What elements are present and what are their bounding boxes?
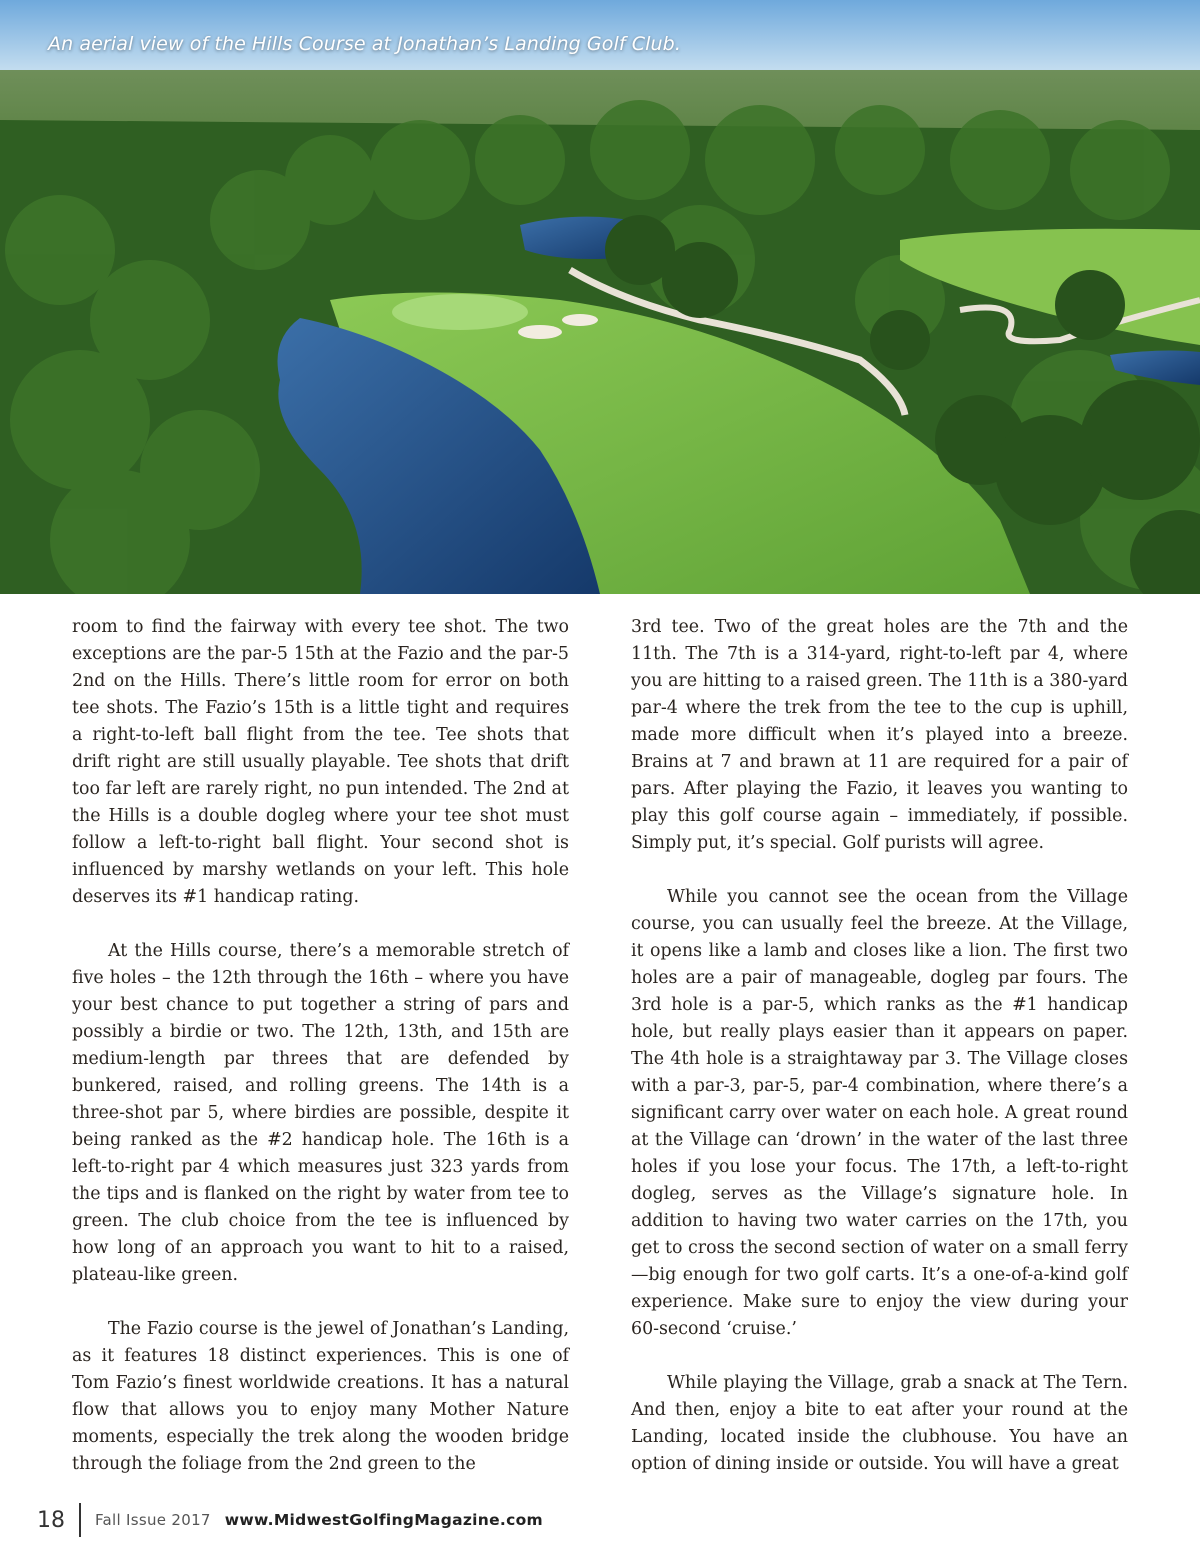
footer-divider: [79, 1503, 81, 1537]
issue-label: Fall Issue 2017: [95, 1511, 211, 1529]
page-footer: [37, 1500, 543, 1540]
page-number: 18: [37, 1507, 65, 1533]
paragraph: The Fazio course is the jewel of Jonathan’s Landing, as it features 18 distinct experiences. This is one of Tom Fazio’s finest worldwide creations. It has a natural flow that allows you to enjoy many Mother Nature moments, especially the trek along the wooden bridge through the foliage from the 2nd green to the: [72, 1319, 569, 1474]
bunker: [518, 325, 562, 339]
golf-course-aerial-image: [0, 0, 1200, 594]
photo-caption: An aerial view of the Hills Course at Jonathan’s Landing Golf Club.: [48, 33, 681, 55]
paragraph: While you cannot see the ocean from the Village course, you can usually feel the breeze. At the Village, it opens like a lamb and closes like a lion. The first two holes are a pair of manageable, dogleg par fours. The 3rd hole is a par-5, which ranks as the #1 handicap hole, but really plays easier than it appears on paper. The 4th hole is a straightaway par 3. The Village closes with a par-3, par-5, par-4 combination, where there’s a significant carry over water on each hole. A great round at the Village can ‘drown’ in the water of the last three holes if you lose your focus. The 17th, a left-to-right dogleg, serves as the Village’s signature hole. In addition to having two water carries on the 17th, you get to cross the second section of water on a small ferry—big enough for two golf carts. It’s a one-of-a-kind golf experience. Make sure to enjoy the view during your 60-second ‘cruise.’: [631, 887, 1128, 1339]
bunker: [562, 314, 598, 326]
paragraph: While playing the Village, grab a snack at The Tern. And then, enjoy a bite to eat after your round at the Landing, located inside the clubhouse. You have an option of dining inside or outside. You will have a great: [631, 1373, 1128, 1474]
putting-green: [392, 294, 528, 330]
website-link[interactable]: www.MidwestGolfingMagazine.com: [224, 1511, 544, 1529]
paragraph: room to find the fairway with every tee shot. The two exceptions are the par-5 15th at the Fazio and the par-5 2nd on the Hills. There’s little room for error on both tee shots. The Fazio’s 15th is a little tight and requires a right-to-left ball flight from the tee. Tee shots that drift right are still usually playable. Tee shots that drift too far left are rarely right, no pun intended. The 2nd at the Hills is a double dogleg where your tee shot must follow a left-to-right ball flight. Your second shot is influenced by marshy wetlands on your left. This hole deserves its #1 handicap rating.: [72, 617, 569, 907]
article-column-left: [72, 614, 569, 1478]
paragraph: At the Hills course, there’s a memorable stretch of five holes – the 12th through the 16th – where you have your best chance to put together a string of pars and possibly a birdie or two. The 12th, 13th, and 15th are medium-length par threes that are defended by bunkered, raised, and rolling greens. The 14th is a three-shot par 5, where birdies are possible, despite it being ranked as the #2 handicap hole. The 16th is a left-to-right par 4 which measures just 323 yards from the tips and is flanked on the right by water from tee to green. The club choice from the tee is influenced by how long of an approach you want to hit to a raised, plateau-like green.: [72, 941, 569, 1285]
paragraph: 3rd tee. Two of the great holes are the 7th and the 11th. The 7th is a 314-yard, right-to-left par 4, where you are hitting to a raised green. The 11th is a 380-yard par-4 where the trek from the tee to the cup is uphill, made more difficult when it’s played into a breeze. Brains at 7 and brawn at 11 are required for a pair of pars. After playing the Fazio, it leaves you wanting to play this golf course again – immediately, if possible. Simply put, it’s special. Golf purists will agree.: [631, 617, 1128, 853]
article-column-right: [631, 614, 1128, 1478]
aerial-photo: [0, 0, 1200, 594]
